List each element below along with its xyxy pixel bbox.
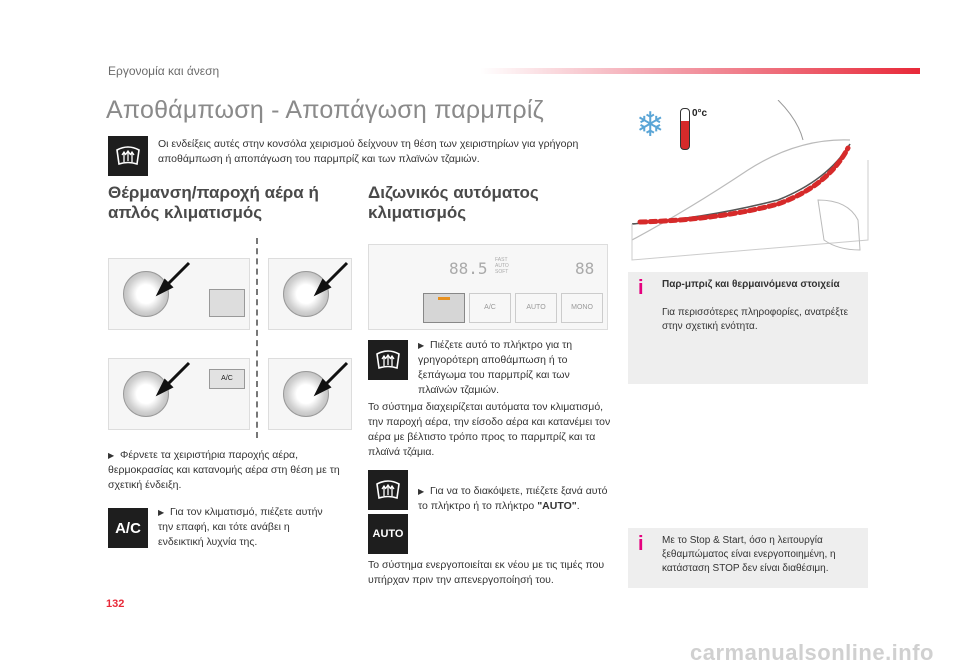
auto-button: AUTO <box>515 293 557 323</box>
middle-heading-line1: Διζωνικός αυτόματος <box>368 183 539 202</box>
control-panel-right-bottom <box>268 358 352 430</box>
defrost-button <box>423 293 465 323</box>
thermometer-icon <box>680 108 690 150</box>
info-icon: i <box>638 277 644 299</box>
info-icon: i <box>638 533 644 555</box>
windscreen-defrost-icon <box>108 136 148 176</box>
left-heading-line2: απλός κλιματισμός <box>108 203 263 222</box>
bullet-icon: ▶ <box>418 487 425 496</box>
windscreen-defrost-icon <box>368 340 408 380</box>
info-box-stop-start <box>628 528 868 588</box>
left-bullet1 <box>108 448 340 493</box>
middle-bullet2-text: Για να το διακόψετε, πιέζετε ξανά αυτό το πλήκτρο ή το πλήκτρο <box>418 485 608 512</box>
display-right: 88 <box>575 259 595 278</box>
ac-button: A/C <box>469 293 511 323</box>
auto-button-icon: AUTO <box>368 514 408 554</box>
info-box-heated <box>628 272 868 384</box>
display-left: 88.5 <box>449 259 488 278</box>
bullet-icon: ▶ <box>108 451 115 460</box>
auto-key-text: "AUTO" <box>537 500 577 512</box>
left-bullet1-text: Φέρνετε τα χειριστήρια παροχής αέρα, θερμοκρασίας και κατανομής αέρα στη θέση με τη σχετική ένδειξη. <box>108 449 340 491</box>
watermark: carmanualsonline.info <box>690 640 934 665</box>
arrow-icon <box>313 261 349 297</box>
info-box-title: Παρ-μπριζ και θερμαινόμενα στοιχεία <box>662 279 840 290</box>
control-panel-left-bottom <box>108 358 250 430</box>
dual-zone-panel <box>368 244 608 330</box>
intro-text: Οι ενδείξεις αυτές στην κονσόλα χειρισμού δείχνουν τη θέση των χειριστηρίων για γρήγορη αποθάμπωση ή αποπάγωση του παρμπρίζ και των πλαϊνών τζαμιών. <box>158 138 579 165</box>
temperature-label: 0°c <box>692 108 708 119</box>
bullet-icon: ▶ <box>418 341 425 350</box>
bullet-icon: ▶ <box>158 508 165 517</box>
header-accent-line <box>480 68 920 74</box>
middle-bullet1 <box>418 338 608 398</box>
middle-bullet1-text: Πιέζετε αυτό το πλήκτρο για τη γρηγορότερη αποθάμπωση ή το ξεπάγωμα του παρμπρίζ και των πλαϊνών τζαμιών. <box>418 339 573 396</box>
windscreen-defrost-icon <box>368 470 408 510</box>
fast-auto-soft-label: FAST AUTO SOFT <box>495 257 509 275</box>
panel-ac-button: A/C <box>209 369 245 389</box>
arrow-icon <box>155 261 191 297</box>
middle-para2: Το σύστημα ενεργοποιείται εκ νέου με τις τιμές που υπήρχαν πριν την απενεργοποίησή του. <box>368 559 605 586</box>
info-box-text: Με το Stop & Start, όσο η λειτουργία ξεθαμπώματος είναι ενεργοποιημένη, η κατάσταση STOP δεν είναι διαθέσιμη. <box>662 535 836 574</box>
left-bullet2-text: Για τον κλιματισμό, πιέζετε αυτήν την επαφή, και τότε ανάβει η ενδεικτική λυχνία της. <box>158 506 323 548</box>
ac-button-icon: A/C <box>108 508 148 548</box>
control-panel-left-top <box>108 258 250 330</box>
middle-heading-line2: κλιματισμός <box>368 203 467 222</box>
page-number: 132 <box>106 598 125 610</box>
section-label: Εργονομία και άνεση <box>108 64 220 78</box>
arrow-icon <box>313 361 349 397</box>
control-panel-right-top <box>268 258 352 330</box>
snowflake-icon: ❄ <box>636 106 665 144</box>
defrost-button <box>209 289 245 317</box>
middle-bullet2-end: . <box>576 500 580 512</box>
mono-button: MONO <box>561 293 603 323</box>
separator-dashes <box>256 238 258 438</box>
led-indicator <box>438 297 450 300</box>
left-heading <box>108 183 348 223</box>
windscreen-illustration <box>628 100 870 270</box>
info-box-text: Για περισσότερες πληροφορίες, ανατρέξτε στην σχετική ενότητα. <box>662 307 849 332</box>
page-title: Αποθάμπωση - Αποπάγωση παρμπρίζ <box>106 96 544 124</box>
middle-para1: Το σύστημα διαχειρίζεται αυτόματα τον κλιματισμό, την παροχή αέρα, την είσοδο αέρα και κατανέμει τον αέρα με βέλτιστο τρόπο προς το παρμπρίζ και τα πλαϊνά τζάμια. <box>368 401 611 458</box>
left-heading-line1: Θέρμανση/παροχή αέρα ή <box>108 183 319 202</box>
arrow-icon <box>155 361 191 397</box>
middle-heading <box>368 183 608 223</box>
middle-bullet2 <box>418 484 608 514</box>
left-bullet2 <box>158 505 328 550</box>
